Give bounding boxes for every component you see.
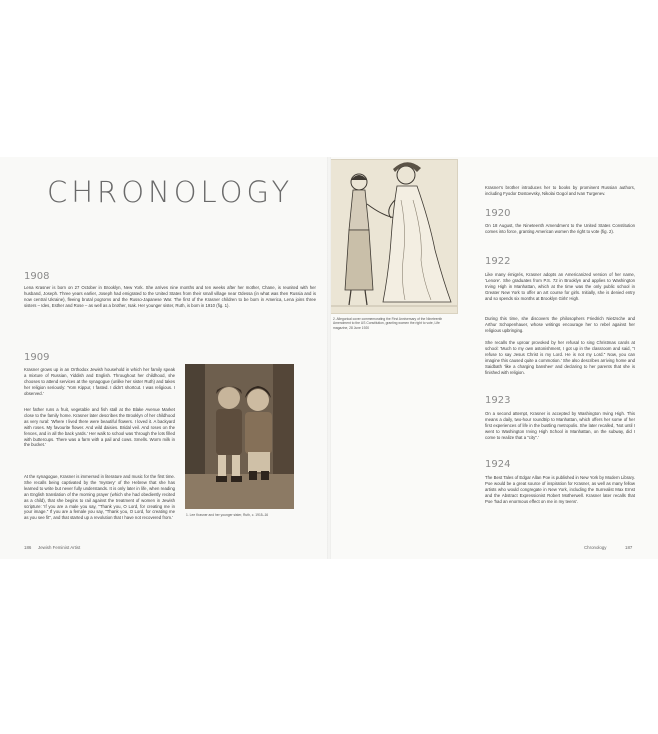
- suffrage-illustration: [331, 160, 457, 313]
- year-heading-1909: 1909: [24, 352, 50, 363]
- paragraph-1922-c: She recalls the uproar provoked by her refusal to sing Christmas carols at school: 'Much to my own astonishment, I got up in the classroom and said, "I refuse to say Jesus Christ is my Lord. He is not my Lord." Now, you can imagine this caused quite a commotion.' She also describes arriving home and Saidbath 'like a charging banshee' and declaring to her parents that she is finished with religion.: [485, 340, 635, 375]
- paragraph-1909-a: Krasner grows up in an Orthodox Jewish household in which her family speak a mixture of Russian, Yiddish and English. Throughout her childhood, she chooses to attend services at the synagogue (unlike her sister Ruth) and takes her religion seriously: 'Yom Kippur, I fasted. I didn't shortcut. I was religious. I observed.': [24, 367, 175, 396]
- paragraph-1909-b: Her father runs a fruit, vegetable and fish stall at the Blake Avenue Market close to the family home. Krasner later describes the Brooklyn of her childhood as very rural: 'Where I lived there were beautiful flowers. I loved it. A backyard with roses. My favourite flower. And wild daisies. Bridal veil. And roses on the fences, and in all the back yards.' Her walk to school was 'through the lots filled with buttercups. There was a farm with a pail and cows. Smells. Worm milk in the bucket.': [24, 407, 175, 448]
- paragraph-1922-b: During this time, she discovers the philosophers Friedrich Nietzsche and Arthur Schopenhauer, whose writings encourage her to rebel against her religious upbringing.: [485, 316, 635, 333]
- photo-krasner-sisters: [185, 364, 294, 509]
- paragraph-1924: The Best Tales of Edgar Allan Poe is published in New York by Modern Library. Poe would be a great source of inspiration for Krasner, as well as many fellow artists who would congregate in New York, including the Surrealist Max Ernst and the Abstract Expressionist Robert Motherwell. Krasner later recalls that Poe 'had an enormous effect on me in my teens'.: [485, 475, 635, 504]
- paragraph-1923: On a second attempt, Krasner is accepted by Washington Irving High. This means a daily, two-hour roundtrip to Manhattan, which offers her some of her first experiences of life in the bustling metropolis. She later recalled, 'Not until I went to Washington Irving High School in Manhattan, on the subway, did I come to realize that a "city".': [485, 411, 635, 440]
- right-page-number: 187: [625, 545, 633, 550]
- book-gutter: [327, 157, 331, 559]
- left-page: [0, 157, 329, 559]
- figure-1-caption: 1. Lee Krasner and her younger sister, Ruth, c. 1915–16: [186, 513, 269, 517]
- left-running-head: Jewish Feminist Artist: [38, 545, 81, 550]
- figure-2-caption: 2. Allegorical cover commemorating the First Anniversary of the Nineteenth Amendment to the US Constitution, granting women the right to vote, Life magazine, 28 June 1920: [333, 317, 443, 330]
- year-heading-1923: 1923: [485, 395, 511, 406]
- year-heading-1922: 1922: [485, 256, 511, 267]
- paragraph-1908: Lena Krasner is born on 27 October in Brooklyn, New York. She arrives nine months and ten weeks after her mother, Chane, is reunited with her husband, Joseph. Three years earlier, Joseph had emigrated to the United States from their small village near Odessa (in what was then Russia and is now central Ukraine), fleeing brutal pogroms and the Russo-Japanese War. The first of the Krasner children to be born in America, Lena joins three sisters – Ides, Esther and Rose – as well as a brother, Isak. Her younger sister, Ruth, is born in 1910 (fig. 1).: [24, 285, 316, 308]
- year-heading-1908: 1908: [24, 271, 50, 282]
- right-page: [329, 157, 658, 559]
- right-running-head: Chronology: [584, 545, 607, 550]
- paragraph-1920: On 18 August, the Nineteenth Amendment to the United States Constitution comes into force, granting American women the right to vote (fig. 2).: [485, 223, 635, 234]
- paragraph-1909-c: At the synagogue, Krasner is immersed in literature and music for the first time. She recalls being captivated by the 'mystery' of the Hebrew that she has learned to write but never fully understands. It is only later in life, when reading an English translation of the morning prayer (which she had obediently recited as a child), that she begins to rail against the treatment of women in Jewish scripture: 'If you are a male you say, "Thank you, O Lord, for creating me in your image." If you are a female you say, "Thank you, O Lord, for creating me as you see fit", and that started up a revolution that I have not recovered from.': [24, 474, 175, 521]
- paragraph-intro: Krasner's brother introduces her to books by prominent Russian authors, including Fyodor Dostoevsky, Nikolai Gogol and Ivan Turgenev.: [485, 185, 635, 196]
- children-photo-illustration: [185, 364, 294, 509]
- left-page-number: 186: [24, 545, 32, 550]
- year-heading-1924: 1924: [485, 459, 511, 470]
- paragraph-1922-a: Like many émigrés, Krasner adopts an Americanized version of her name, 'Lenore'. She graduates from P.S. 72 in Brooklyn and applies to Washington Irving High in Manhattan, which at the time was the only public school in Greater New York to offer an art course for girls. Initially, she is denied entry and so spends six months at Brooklyn Girls' High.: [485, 272, 635, 301]
- illustration-suffrage-cover: [330, 159, 458, 314]
- book-spread: [0, 157, 658, 559]
- page-title: CHRONOLOGY: [47, 175, 294, 209]
- year-heading-1920: 1920: [485, 208, 511, 219]
